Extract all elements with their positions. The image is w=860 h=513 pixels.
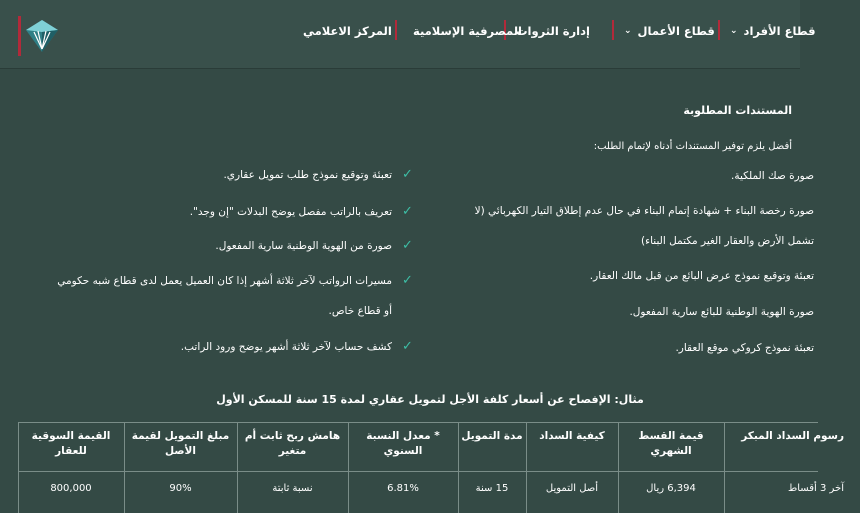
table-header-monthly-installment: قيمة القسط الشهري: [638, 430, 704, 457]
bank-logo-icon[interactable]: [24, 18, 60, 54]
nav-item-individuals[interactable]: [730, 0, 816, 62]
example-title: مثال: الإفصاح عن أسعار كلفة الأجل لتمويل عقاري لمدة 15 سنة للمسكن الأول: [216, 393, 644, 406]
nav-item-wealth[interactable]: [516, 0, 590, 62]
table-header-early-repayment-fee: رسوم السداد المبكر: [741, 430, 844, 442]
logo-divider: [18, 16, 21, 56]
requirement-item: أو قطاع خاص.: [328, 305, 392, 317]
nav-divider: [612, 20, 614, 40]
check-icon: ✓: [402, 238, 413, 253]
table-header-repayment-method: كيفية السداد: [539, 430, 605, 442]
requirement-item: تعبئة وتوقيع نموذج طلب تمويل عقاري.: [223, 169, 392, 181]
requirement-item: صورة الهوية الوطنية للبائع سارية المفعول.: [629, 306, 814, 318]
table-cell: 800,000: [50, 483, 92, 494]
nav-item-label: المركز الاعلامي: [303, 24, 392, 38]
top-navigation: [0, 0, 816, 69]
table-cell: 15 سنة: [475, 483, 509, 494]
table-cell: أصل التمويل: [545, 483, 599, 494]
chevron-down-icon: ⌄: [730, 26, 738, 36]
table-header-duration: مدة التمويل: [461, 430, 523, 442]
nav-item-label: المصرفية الإسلامية: [413, 24, 522, 38]
check-icon: ✓: [402, 167, 413, 182]
requirement-item: تعريف بالراتب مفصل يوضح البدلات "إن وجد".: [189, 206, 392, 218]
nav-item-label: قطاع الأعمال: [637, 24, 715, 38]
requirement-item: صورة من الهوية الوطنية سارية المفعول.: [215, 240, 392, 252]
table-cell: 6.81%: [387, 483, 419, 494]
nav-item-label: قطاع الأفراد: [743, 24, 816, 38]
check-icon: ✓: [402, 273, 413, 288]
requirement-item: كشف حساب لآخر ثلاثة أشهر يوضح ورود الراتب.: [180, 341, 392, 353]
table-cell: 90%: [169, 483, 192, 494]
table-cell: آخر 3 أقساط: [788, 483, 844, 494]
nav-item-islamic-banking[interactable]: [413, 0, 522, 62]
table-header-financing-amount: مبلغ التمويل لقيمة الأصل: [131, 430, 230, 457]
requirement-item: تعبئة نموذج كروكي موقع العقار.: [675, 342, 814, 354]
table-header-apr: * معدل النسبة السنوي: [366, 430, 440, 457]
requirement-item: تشمل الأرض والعقار الغير مكتمل البناء): [641, 235, 814, 247]
nav-item-label: إدارة الثروات: [516, 24, 590, 38]
check-icon: ✓: [402, 339, 413, 354]
disclosure-table: [18, 422, 844, 513]
section-heading: المستندات المطلوبة: [683, 104, 792, 117]
requirement-item: صورة صك الملكية.: [731, 170, 814, 182]
table-header-market-value: القيمة السوقية للعقار: [31, 430, 111, 457]
table-cell: 6,394 ريال: [646, 483, 696, 494]
table-header-profit-margin: هامش ربح ثابت أم متغير: [244, 430, 341, 457]
nav-divider: [395, 20, 397, 40]
requirement-item: صورة رخصة البناء + شهادة إتمام البناء في حال عدم إطلاق التيار الكهربائي (لا: [474, 205, 814, 217]
table-row-divider: [18, 471, 818, 472]
requirement-item: مسيرات الرواتب لآخر ثلاثة أشهر إذا كان العميل يعمل لدى قطاع شبه حكومي: [57, 275, 392, 287]
nav-divider: [718, 20, 720, 40]
table-cell: نسبة ثابتة: [272, 483, 313, 494]
intro-text: أفضل يلزم توفير المستندات أدناه لإتمام الطلب:: [593, 141, 792, 152]
requirement-item: تعبئة وتوقيع نموذج عرض البائع من قبل مالك العقار.: [589, 270, 814, 282]
chevron-down-icon: ⌄: [624, 26, 632, 36]
nav-item-media-center[interactable]: [303, 0, 392, 62]
check-icon: ✓: [402, 204, 413, 219]
nav-item-business[interactable]: [624, 0, 715, 62]
